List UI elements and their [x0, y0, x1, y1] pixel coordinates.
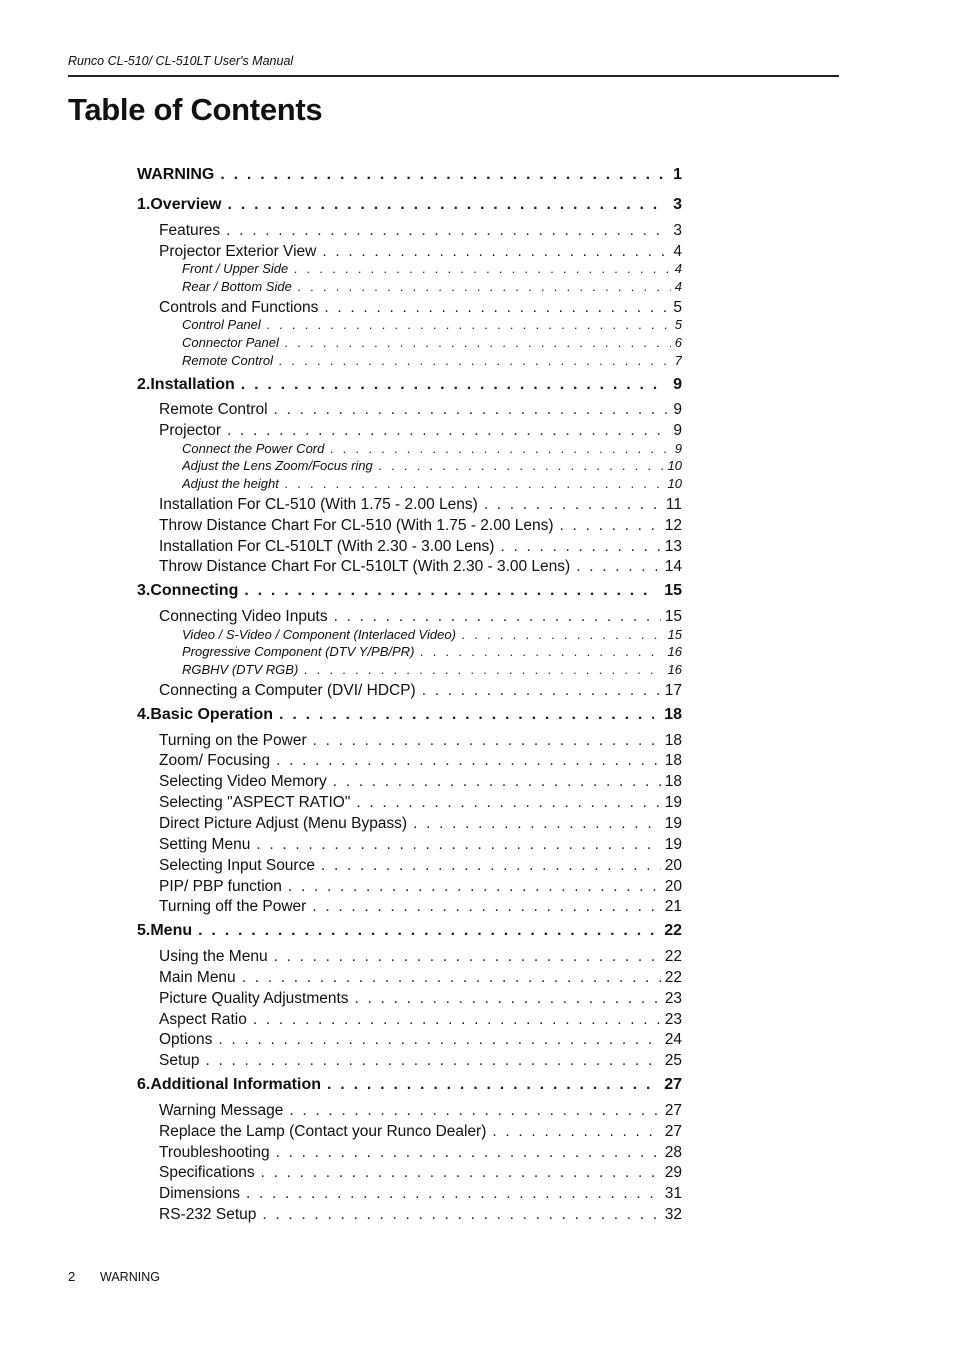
toc-entry-page: 10	[667, 458, 682, 473]
toc-entry-title: Throw Distance Chart For CL-510LT (With 2.30 - 3.00 Lens)	[159, 558, 571, 575]
toc-entry-title: Replace the Lamp (Contact your Runco Dealer)	[159, 1123, 487, 1140]
toc-subsection-entry[interactable]	[182, 317, 682, 332]
toc-entry-page: 4	[674, 261, 682, 276]
toc-entry-page: 11	[665, 496, 682, 513]
toc-entry-title: Selecting Video Memory	[159, 773, 327, 790]
toc-entry-title: Aspect Ratio	[159, 1011, 247, 1028]
toc-entry-page: 12	[664, 517, 682, 534]
toc-chapter-entry[interactable]	[137, 166, 682, 184]
toc-section-entry[interactable]	[159, 794, 682, 812]
toc-dot-leader	[274, 401, 670, 419]
toc-section-entry[interactable]	[159, 1102, 682, 1120]
toc-entry-title: Installation For CL-510LT (With 2.30 - 3.00 Lens)	[159, 538, 495, 555]
toc-entry-title: 1.Overview	[137, 196, 222, 213]
toc-dot-leader	[198, 922, 654, 940]
toc-entry-title: Front / Upper Side	[182, 261, 289, 276]
toc-dot-leader	[241, 376, 663, 394]
toc-dot-leader	[560, 517, 661, 535]
toc-dot-leader	[274, 948, 661, 966]
toc-entry-page: 15	[664, 608, 682, 625]
toc-subsection-entry[interactable]	[182, 644, 682, 659]
toc-entry-title: Dimensions	[159, 1185, 240, 1202]
toc-subsection-entry[interactable]	[182, 261, 682, 276]
toc-dot-leader	[246, 1185, 661, 1203]
footer-page-number: 2	[68, 1269, 76, 1284]
toc-dot-leader	[294, 261, 671, 276]
toc-entry-title: Adjust the height	[182, 476, 279, 491]
toc-entry-title: Main Menu	[159, 969, 236, 986]
toc-section-entry[interactable]	[159, 243, 682, 261]
toc-section-entry[interactable]	[159, 608, 682, 626]
toc-entry-page: 32	[664, 1206, 682, 1223]
toc-dot-leader	[227, 422, 669, 440]
toc-entry-page: 15	[664, 582, 682, 599]
toc-entry-title: RGBHV (DTV RGB)	[182, 662, 299, 677]
toc-entry-title: Rear / Bottom Side	[182, 279, 292, 294]
toc-section-entry[interactable]	[159, 898, 682, 916]
toc-entry-title: 5.Menu	[137, 922, 193, 939]
toc-dot-leader	[334, 608, 661, 626]
toc-entry-page: 22	[664, 922, 682, 939]
toc-dot-leader	[379, 458, 664, 473]
toc-entry-page: 5	[673, 299, 682, 316]
toc-dot-leader	[276, 1144, 661, 1162]
toc-entry-page: 27	[664, 1123, 682, 1140]
toc-dot-leader	[256, 836, 660, 854]
toc-entry-page: 19	[664, 836, 682, 853]
toc-entry-page: 9	[673, 422, 682, 439]
toc-dot-leader	[321, 857, 661, 875]
toc-section-entry[interactable]	[159, 1185, 682, 1203]
toc-entry-title: 4.Basic Operation	[137, 706, 274, 723]
toc-entry-title: RS-232 Setup	[159, 1206, 257, 1223]
toc-dot-leader	[462, 627, 664, 642]
toc-section-entry[interactable]	[159, 815, 682, 833]
toc-entry-page: 4	[674, 279, 682, 294]
toc-dot-leader	[289, 1102, 660, 1120]
toc-section-entry[interactable]	[159, 773, 682, 791]
toc-dot-leader	[492, 1123, 660, 1141]
toc-entry-page: 21	[664, 898, 682, 915]
toc-subsection-entry[interactable]	[182, 627, 682, 642]
toc-dot-leader	[313, 732, 661, 750]
toc-entry-title: Installation For CL-510 (With 1.75 - 2.00 Lens)	[159, 496, 478, 513]
toc-chapter-entry[interactable]	[137, 922, 682, 940]
toc-section-entry[interactable]	[159, 1031, 682, 1049]
toc-section-entry[interactable]	[159, 299, 682, 317]
toc-entry-page: 10	[667, 476, 682, 491]
toc-dot-leader	[279, 353, 671, 368]
toc-chapter-entry[interactable]	[137, 706, 682, 724]
toc-entry-page: 14	[664, 558, 682, 575]
toc-section-entry[interactable]	[159, 422, 682, 440]
toc-dot-leader	[276, 752, 661, 770]
toc-entry-page: 18	[664, 706, 682, 723]
toc-entry-page: 19	[664, 815, 682, 832]
toc-entry-title: Video / S-Video / Component (Interlaced Video)	[182, 627, 456, 642]
toc-entry-page: 23	[664, 990, 682, 1007]
toc-dot-leader	[226, 222, 669, 240]
toc-section-entry[interactable]	[159, 1011, 682, 1029]
toc-section-entry[interactable]	[159, 878, 682, 896]
page-title: Table of Contents	[68, 92, 323, 127]
toc-subsection-entry[interactable]	[182, 458, 682, 473]
footer-section-label: WARNING	[100, 1270, 160, 1284]
toc-entry-title: Setting Menu	[159, 836, 251, 853]
toc-entry-title: Remote Control	[182, 353, 274, 368]
toc-dot-leader	[422, 682, 661, 700]
toc-entry-title: Connector Panel	[182, 335, 279, 350]
toc-entry-page: 16	[667, 644, 682, 659]
toc-dot-leader	[298, 279, 671, 294]
toc-dot-leader	[244, 582, 654, 600]
toc-entry-page: 9	[674, 441, 682, 456]
toc-section-entry[interactable]	[159, 948, 682, 966]
toc-dot-leader	[413, 815, 661, 833]
toc-dot-leader	[261, 1164, 661, 1182]
toc-entry-title: Selecting "ASPECT RATIO"	[159, 794, 351, 811]
toc-entry-page: 31	[664, 1185, 682, 1202]
toc-dot-leader	[253, 1011, 661, 1029]
toc-entry-title: Control Panel	[182, 317, 261, 332]
toc-entry-title: 2.Installation	[137, 376, 235, 393]
toc-entry-page: 4	[673, 243, 682, 260]
toc-dot-leader	[267, 317, 671, 332]
toc-entry-page: 29	[664, 1164, 682, 1181]
toc-dot-leader	[324, 299, 669, 317]
toc-entry-title: Connecting a Computer (DVI/ HDCP)	[159, 682, 416, 699]
toc-entry-page: 7	[674, 353, 682, 368]
toc-entry-title: Setup	[159, 1052, 200, 1069]
toc-entry-page: 20	[664, 857, 682, 874]
toc-entry-page: 22	[664, 948, 682, 965]
toc-entry-title: Remote Control	[159, 401, 268, 418]
toc-entry-title: Progressive Component (DTV Y/PB/PR)	[182, 644, 415, 659]
toc-entry-page: 15	[667, 627, 682, 642]
toc-section-entry[interactable]	[159, 682, 682, 700]
toc-subsection-entry[interactable]	[182, 662, 682, 677]
toc-entry-title: Turning on the Power	[159, 732, 307, 749]
toc-dot-leader	[330, 441, 670, 456]
toc-dot-leader	[312, 898, 660, 916]
toc-section-entry[interactable]	[159, 1123, 682, 1141]
toc-section-entry[interactable]	[159, 752, 682, 770]
toc-entry-title: 6.Additional Information	[137, 1076, 321, 1093]
toc-section-entry[interactable]	[159, 1052, 682, 1070]
toc-dot-leader	[355, 990, 661, 1008]
toc-section-entry[interactable]	[159, 732, 682, 750]
toc-subsection-entry[interactable]	[182, 335, 682, 350]
toc-dot-leader	[228, 196, 664, 214]
toc-entry-page: 24	[664, 1031, 682, 1048]
toc-section-entry[interactable]	[159, 836, 682, 854]
toc-entry-page: 9	[673, 376, 682, 393]
toc-entry-title: Features	[159, 222, 221, 239]
toc-dot-leader	[285, 335, 671, 350]
toc-entry-title: Options	[159, 1031, 213, 1048]
toc-entry-title: Adjust the Lens Zoom/Focus ring	[182, 458, 373, 473]
toc-entry-page: 1	[673, 166, 682, 183]
toc-chapter-entry[interactable]	[137, 582, 682, 600]
toc-chapter-entry[interactable]	[137, 1076, 682, 1094]
toc-entry-page: 20	[664, 878, 682, 895]
toc-entry-page: 19	[664, 794, 682, 811]
toc-dot-leader	[279, 706, 654, 724]
toc-section-entry[interactable]	[159, 990, 682, 1008]
toc-entry-page: 3	[673, 196, 682, 213]
toc-dot-leader	[356, 794, 660, 812]
toc-section-entry[interactable]	[159, 538, 682, 556]
toc-entry-page: 18	[664, 732, 682, 749]
toc-entry-title: Picture Quality Adjustments	[159, 990, 349, 1007]
toc-section-entry[interactable]	[159, 857, 682, 875]
toc-section-entry[interactable]	[159, 969, 682, 987]
toc-entry-title: Throw Distance Chart For CL-510 (With 1.75 - 2.00 Lens)	[159, 517, 554, 534]
toc-entry-title: Projector Exterior View	[159, 243, 317, 260]
toc-dot-leader	[262, 1206, 660, 1224]
toc-entry-title: Controls and Functions	[159, 299, 319, 316]
toc-section-entry[interactable]	[159, 222, 682, 240]
toc-dot-leader	[304, 662, 663, 677]
toc-section-entry[interactable]	[159, 1144, 682, 1162]
toc-entry-page: 18	[664, 752, 682, 769]
toc-entry-title: Connecting Video Inputs	[159, 608, 328, 625]
toc-subsection-entry[interactable]	[182, 279, 682, 294]
toc-entry-page: 25	[664, 1052, 682, 1069]
toc-entry-page: 22	[664, 969, 682, 986]
running-header: Runco CL-510/ CL-510LT User's Manual	[68, 54, 294, 68]
toc-entry-title: PIP/ PBP function	[159, 878, 282, 895]
toc-dot-leader	[333, 773, 661, 791]
toc-entry-page: 6	[674, 335, 682, 350]
toc-entry-title: Using the Menu	[159, 948, 268, 965]
toc-entry-title: Troubleshooting	[159, 1144, 270, 1161]
toc-dot-leader	[500, 538, 660, 556]
toc-dot-leader	[285, 476, 664, 491]
toc-entry-page: 18	[664, 773, 682, 790]
toc-dot-leader	[242, 969, 661, 987]
toc-entry-title: Direct Picture Adjust (Menu Bypass)	[159, 815, 408, 832]
toc-dot-leader	[327, 1076, 654, 1094]
toc-entry-page: 16	[667, 662, 682, 677]
toc-entry-page: 13	[664, 538, 682, 555]
toc-dot-leader	[218, 1031, 660, 1049]
toc-chapter-entry[interactable]	[137, 196, 682, 214]
toc-entry-title: Projector	[159, 422, 222, 439]
toc-entry-page: 17	[664, 682, 682, 699]
toc-chapter-entry[interactable]	[137, 376, 682, 394]
toc-entry-page: 23	[664, 1011, 682, 1028]
toc-entry-title: Zoom/ Focusing	[159, 752, 271, 769]
toc-entry-page: 27	[664, 1076, 682, 1093]
toc-subsection-entry[interactable]	[182, 476, 682, 491]
toc-entry-page: 27	[664, 1102, 682, 1119]
toc-section-entry[interactable]	[159, 401, 682, 419]
toc-dot-leader	[420, 644, 663, 659]
toc-section-entry[interactable]	[159, 1206, 682, 1224]
toc-entry-page: 5	[674, 317, 682, 332]
toc-entry-title: Selecting Input Source	[159, 857, 315, 874]
toc-entry-title: Specifications	[159, 1164, 255, 1181]
toc-entry-page: 28	[664, 1144, 682, 1161]
toc-entry-title: Warning Message	[159, 1102, 284, 1119]
toc-section-entry[interactable]	[159, 558, 682, 576]
toc-dot-leader	[288, 878, 661, 896]
toc-dot-leader	[576, 558, 661, 576]
toc-dot-leader	[322, 243, 669, 261]
toc-dot-leader	[206, 1052, 661, 1070]
toc-dot-leader	[484, 496, 662, 514]
toc-section-entry[interactable]	[159, 517, 682, 535]
toc-dot-leader	[220, 166, 663, 184]
toc-entry-title: WARNING	[137, 166, 215, 183]
toc-entry-title: 3.Connecting	[137, 582, 239, 599]
toc-subsection-entry[interactable]	[182, 441, 682, 456]
toc-entry-title: Turning off the Power	[159, 898, 307, 915]
toc-section-entry[interactable]	[159, 496, 682, 514]
toc-entry-title: Connect the Power Cord	[182, 441, 325, 456]
toc-entry-page: 3	[673, 222, 682, 239]
toc-section-entry[interactable]	[159, 1164, 682, 1182]
toc-entry-page: 9	[673, 401, 682, 418]
toc-subsection-entry[interactable]	[182, 353, 682, 368]
